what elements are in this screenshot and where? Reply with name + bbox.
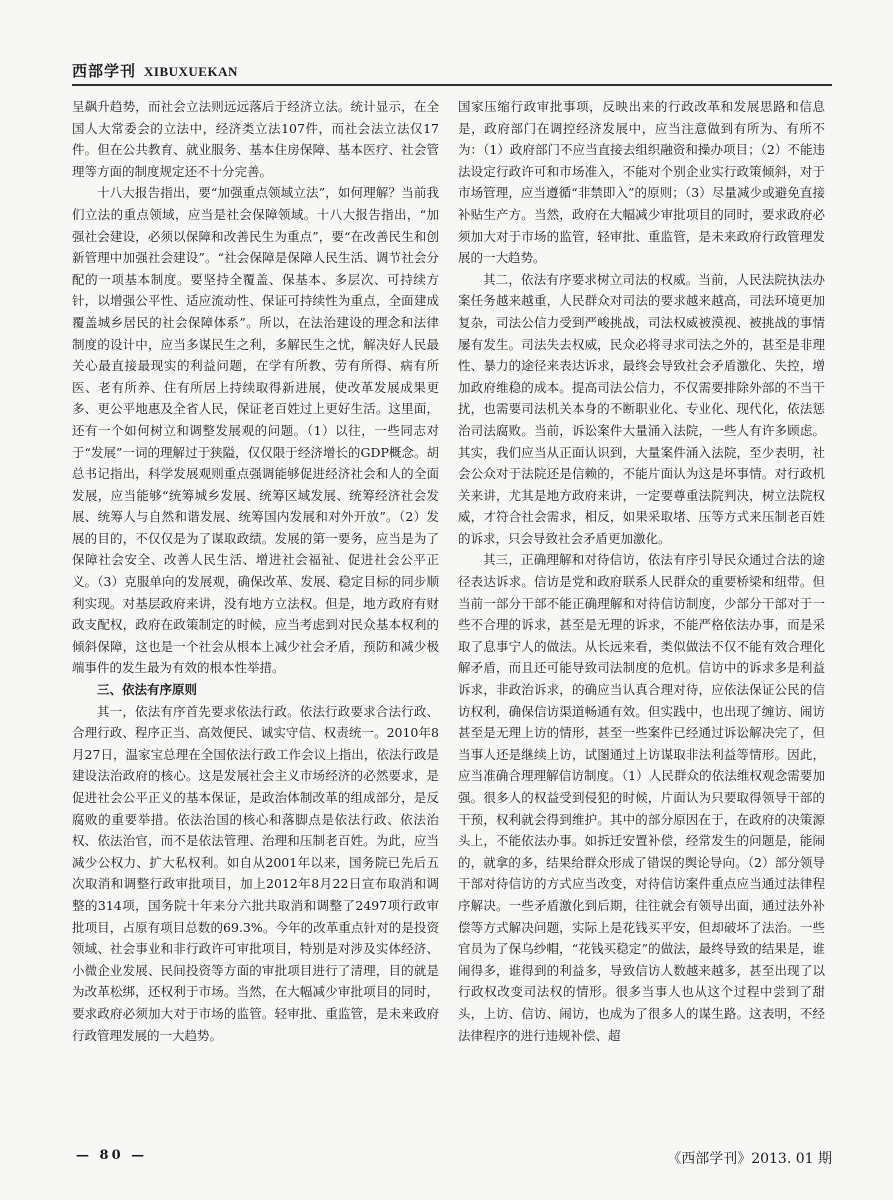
paragraph: 国家压缩行政审批事项，反映出来的行政改革和发展思路和信息是，政府部门在调控经济发展中，应当注意做到有所为、有所不为：（1）政府部门不应当直接去组织融资和操办项目；（2）不能违法设定行政许可和市场准入，不能对个别企业实行政策倾斜，对于市场管理，应当遵循“非禁即入”的原则；（3）尽量减少或避免直接补贴生产方。当然，政府在大幅减少审批项目的同时，要求政府必须加大对于市场的监管，轻审批、重监管，是未来政府行政管理发展的一大趋势。: [458, 99, 825, 266]
page-footer: [72, 1144, 832, 1170]
paragraph: 其二，依法有序要求树立司法的权威。当前，人民法院执法办案任务越来越重，人民群众对司法的要求越来越高，司法环境更加复杂，司法公信力受到严峻挑战，司法权威被漠视、被挑战的事情屡有发生。司法失去权威，民众必将寻求司法之外的，甚至是非理性、暴力的途径来表达诉求，最终会导致社会矛盾激化、失控，增加政府维稳的成本。提高司法公信力，不仅需要排除外部的不当干扰，也需要司法机关本身的不断职业化、专业化、现代化，依法惩治司法腐败。当前，诉讼案件大量涌入法院，一些人有许多顾虑。其实，我们应当从正面认识到，大量案件涌入法院，至少表明，社会公众对于法院还是信赖的，不能片面认为这是坏事情。对行政机关来讲，尤其是地方政府来讲，一定要尊重法院判决，树立法院权威，才符合社会需求，相反，如果采取堵、压等方式来压制老百姓的诉求，只会导致社会矛盾更加激化。: [458, 271, 825, 546]
paragraph: 其一，依法有序首先要求依法行政。依法行政要求合法行政、合理行政、程序正当、高效便民、诚实守信、权责统一。2010年8月27日，温家宝总理在全国依法行政工作会议上指出，依法行政是建设法治政府的核心。这是发展社会主义市场经济的必然要求，是促进社会公平正义的基本保证，是政治体制改革的组成部分，是反腐败的重要举措。依法治国的核心和落脚点是依法行政、依法治权、依法治官，而不是依法管理、治理和压制老百姓。为此，应当减少公权力、扩大私权利。如自从2001年以来，国务院已先后五次取消和调整行政审批项目，加上2012年8月22日宣布取消和调整的314项，国务院十年来分六批共取消和调整了2497项行政审批项目，占原有项目总数的69.3%。今年的改革重点针对的是投资领域、社会事业和非行政许可审批项目，特别是对涉及实体经济、小微企业发展、民间投资等方面的审批项目进行了清理，目的就是为改革松绑，还权利于市场。当然，在大幅减少审批项目的同时，要求政府必须加大对于市场的监管。轻审批、重监管，是未来政府行政管理发展的一大趋势。: [72, 703, 439, 1043]
paragraph: 呈飙升趋势，而社会立法则远远落后于经济立法。统计显示，在全国人大常委会的立法中，经济类立法107件，而社会法立法仅17件。但在公共教育、就业服务、基本住房保障、基本医疗、社会管理等方面的制度规定还不十分完善。: [72, 99, 439, 179]
journal-title: [72, 60, 238, 81]
issue-label: 《西部学刊》2013. 01 期: [667, 1151, 832, 1167]
paragraph: 其三，正确理解和对待信访，依法有序引导民众通过合法的途径表达诉求。信访是党和政府联系人民群众的重要桥梁和纽带。但当前一部分干部不能正确理解和对待信访制度，少部分干部对于一些不合理的诉求，甚至是无理的诉求，不能严格依法办事，而是采取了息事宁人的做法。从长远来看，类似做法不仅不能有效合理化解矛盾，而且还可能导致司法制度的危机。信访中的诉求多是利益诉求，非政治诉求，的确应当认真合理对待，应依法保证公民的信访权利，确保信访渠道畅通有效。但实践中，也出现了缠访、闹访甚至是无理上访的情形，甚至一些案件已经通过诉讼解决完了，但当事人还是继续上访，试图通过上访谋取非法利益等情形。因此，应当准确合理理解信访制度。（1）人民群众的依法维权观念需要加强。很多人的权益受到侵犯的时候，片面认为只要取得领导干部的干预，权利就会得到维护。其中的部分原因在于，在政府的决策源头上，不能依法办事。如拆迁安置补偿，经常发生的问题是，能闹的，就拿的多，结果给群众形成了错误的舆论导向。（2）部分领导干部对待信访的方式应当改变，对待信访案件重点应当通过法律程序解决。一些矛盾激化到后期，往往就会有领导出面，通过法外补偿等方式解决问题，实际上是花钱买平安，但却破坏了法治。一些官员为了保乌纱帽，“花钱买稳定”的做法，最终导致的结果是，谁闹得多，谁得到的利益多，导致信访人数越来越多，甚至出现了以行政权改变司法权的情形。很多当事人也从这个过程中尝到了甜头，上访、信访、闹访，也成为了很多人的谋生路。这表明，不经法律程序的进行违规补偿、超: [458, 552, 825, 1043]
running-header: [72, 58, 832, 86]
left-column: [72, 96, 439, 1132]
section-heading: 三、依法有序原则: [97, 682, 198, 698]
page-number: — 80 —: [76, 1148, 148, 1163]
paragraph: 十八大报告指出，要“加强重点领域立法”，如何理解？当前我们立法的重点领域，应当是社会保障领域。十八大报告指出，“加强社会建设，必须以保障和改善民生为重点”，要“在改善民生和创新管理中加强社会建设”。“社会保障是保障人民生活、调节社会分配的一项基本制度。要坚持全覆盖、保基本、多层次、可持续方针，以增强公平性、适应流动性、保证可持续性为重点，全面建成覆盖城乡居民的社会保障体系”。所以，在法治建设的理念和法律制度的设计中，应当多谋民生之利，多解民生之忧，解决好人民最关心最直接最现实的利益问题，在学有所教、劳有所得、病有所医、老有所养、住有所居上持续取得新进展，使改革发展成果更多、更公平地惠及全省人民，保证老百姓过上更好生活。这里面，还有一个如何树立和调整发展观的问题。（1）以往，一些同志对于“发展”一词的理解过于狭隘，仅仅限于经济增长的GDP概念。胡总书记指出，科学发展观则重点强调能够促进经济社会和人的全面发展，应当能够“统筹城乡发展、统筹区域发展、统筹经济社会发展、统筹人与自然和谐发展、统筹国内发展和对外开放”。（2）发展的目的，不仅仅是为了谋取政绩。发展的第一要务，应当是为了保障社会安全、改善人民生活、增进社会福祉、促进社会公平正义。（3）克服单向的发展观，确保改革、发展、稳定目标的同步顺利实现。对基层政府来讲，没有地方立法权。但是，地方政府有财政支配权，政府在政策制定的时候，应当考虑到对民众基本权利的倾斜保障，这也是一个社会从根本上减少社会矛盾，预防和减少极端事件的发生最为有效的根本性举措。: [72, 185, 439, 676]
journal-title-pinyin: XIBUXUEKAN: [144, 64, 238, 79]
right-column: [458, 96, 825, 1132]
journal-title-cn: 西部学刊: [72, 62, 137, 80]
